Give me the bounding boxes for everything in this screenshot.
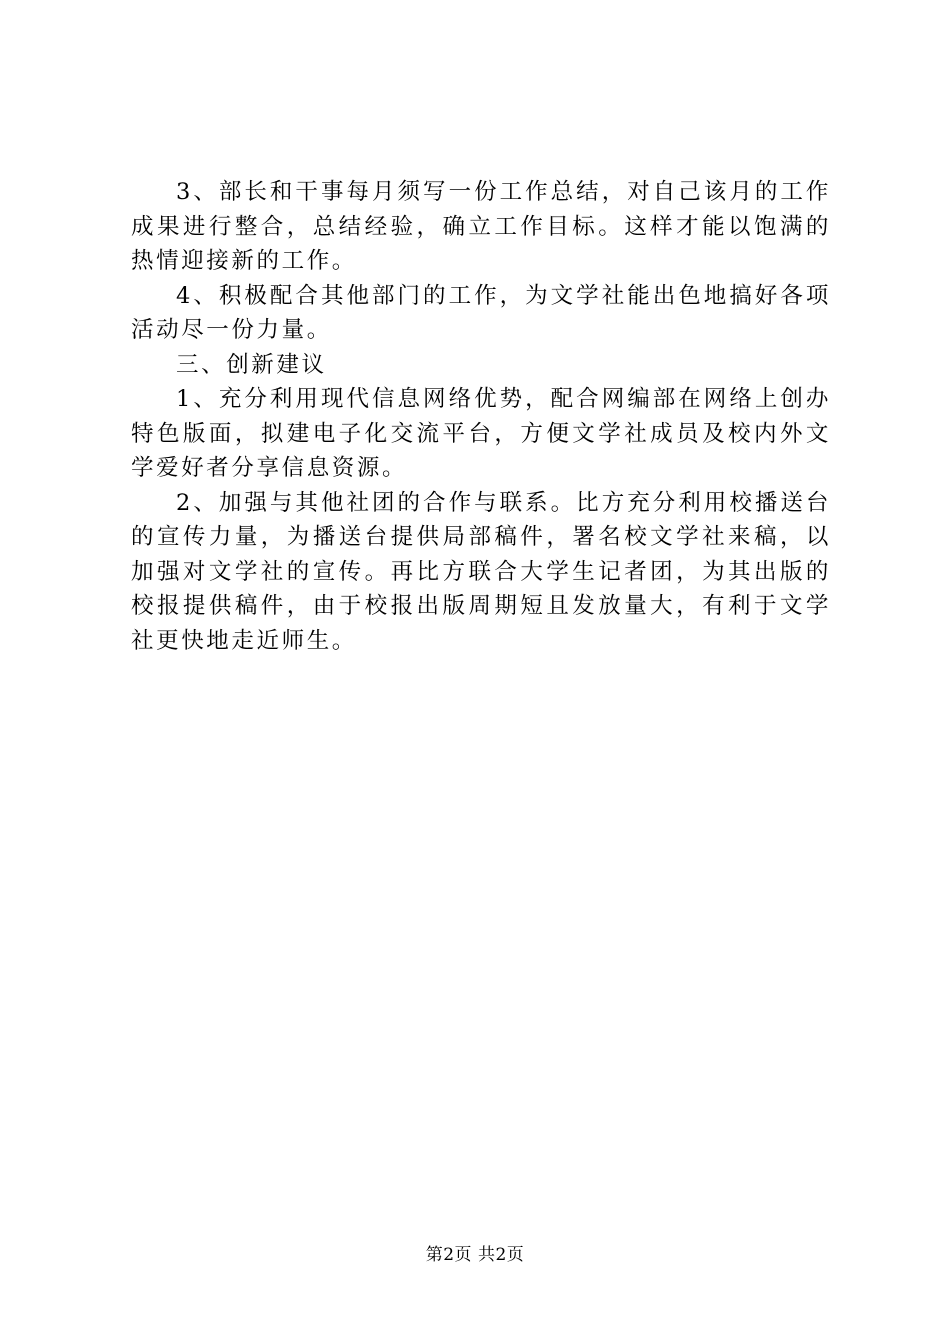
paragraph-item-3: 3、部长和干事每月须写一份工作总结，对自己该月的工作成果进行整合，总结经验，确立工作目标。这样才能以饱满的热情迎接新的工作。 bbox=[131, 179, 831, 274]
paragraph-suggestion-2: 2、加强与其他社团的合作与联系。比方充分利用校播送台的宣传力量，为播送台提供局部稿件，署名校文学社来稿，以加强对文学社的宣传。再比方联合大学生记者团，为其出版的校报提供稿件，由于校报出版周期短且发放量大，有利于文学社更快地走近师生。 bbox=[131, 489, 831, 654]
section-heading-innovation: 三、创新建议 bbox=[176, 351, 327, 378]
paragraph-suggestion-1: 1、充分利用现代信息网络优势，配合网编部在网络上创办特色版面，拟建电子化交流平台，方便文学社成员及校内外文学爱好者分享信息资源。 bbox=[131, 386, 831, 481]
page-number-footer: 第2页 共2页 bbox=[425, 1245, 525, 1265]
paragraph-item-4: 4、积极配合其他部门的工作，为文学社能出色地搞好各项活动尽一份力量。 bbox=[131, 282, 831, 343]
document-body bbox=[131, 175, 831, 658]
